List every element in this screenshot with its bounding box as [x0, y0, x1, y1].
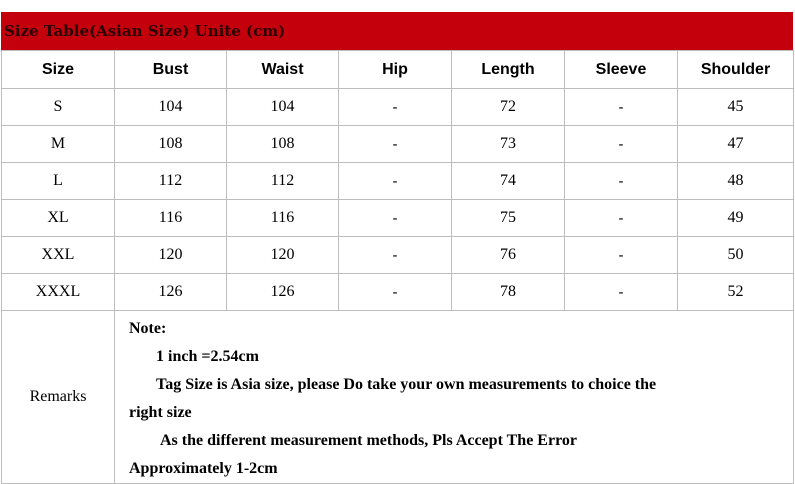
- cell-sleeve: -: [565, 126, 678, 163]
- header-row: [2, 51, 794, 89]
- cell-length: 74: [452, 163, 565, 200]
- cell-size: M: [2, 126, 115, 163]
- cell-hip: -: [339, 89, 452, 126]
- column-header-bust: Bust: [115, 51, 227, 89]
- remarks-row: [2, 311, 794, 484]
- column-header-length: Length: [452, 51, 565, 89]
- cell-shoulder: 49: [678, 200, 794, 237]
- cell-sleeve: -: [565, 200, 678, 237]
- column-header-waist: Waist: [227, 51, 339, 89]
- note-tag-size: Tag Size is Asia size, please Do take your own measurements to choice the: [156, 376, 657, 393]
- cell-hip: -: [339, 126, 452, 163]
- cell-length: 75: [452, 200, 565, 237]
- table-row: [2, 200, 794, 237]
- cell-shoulder: 52: [678, 274, 794, 311]
- cell-waist: 116: [227, 200, 339, 237]
- cell-waist: 108: [227, 126, 339, 163]
- column-header-hip: Hip: [339, 51, 452, 89]
- cell-waist: 120: [227, 237, 339, 274]
- cell-shoulder: 47: [678, 126, 794, 163]
- cell-hip: -: [339, 237, 452, 274]
- cell-waist: 112: [227, 163, 339, 200]
- cell-bust: 112: [115, 163, 227, 200]
- cell-length: 78: [452, 274, 565, 311]
- note-measurement-methods: As the different measurement methods, Pls Accept The Error: [160, 432, 577, 449]
- table-row: [2, 89, 794, 126]
- cell-sleeve: -: [565, 163, 678, 200]
- cell-length: 76: [452, 237, 565, 274]
- cell-bust: 126: [115, 274, 227, 311]
- cell-hip: -: [339, 163, 452, 200]
- cell-waist: 126: [227, 274, 339, 311]
- column-header-sleeve: Sleeve: [565, 51, 678, 89]
- cell-waist: 104: [227, 89, 339, 126]
- table-row: [2, 237, 794, 274]
- column-header-size: Size: [2, 51, 115, 89]
- cell-shoulder: 45: [678, 89, 794, 126]
- note-inch-conversion: 1 inch =2.54cm: [156, 348, 259, 365]
- column-header-shoulder: Shoulder: [678, 51, 794, 89]
- note-measurement-error: Approximately 1-2cm: [129, 460, 278, 477]
- note-heading: Note:: [129, 320, 167, 337]
- cell-sleeve: -: [565, 237, 678, 274]
- cell-length: 72: [452, 89, 565, 126]
- cell-sleeve: -: [565, 274, 678, 311]
- cell-bust: 104: [115, 89, 227, 126]
- table-row: [2, 163, 794, 200]
- cell-size: S: [2, 89, 115, 126]
- cell-size: XL: [2, 200, 115, 237]
- table-row: [2, 126, 794, 163]
- size-table: [1, 50, 794, 484]
- cell-hip: -: [339, 200, 452, 237]
- cell-shoulder: 48: [678, 163, 794, 200]
- cell-shoulder: 50: [678, 237, 794, 274]
- cell-hip: -: [339, 274, 452, 311]
- note-tag-size-continued: right size: [129, 404, 192, 421]
- cell-length: 73: [452, 126, 565, 163]
- table-title: Size Table(Asian Size) Unite (cm): [1, 12, 793, 50]
- cell-size: XXL: [2, 237, 115, 274]
- remarks-label: Remarks: [2, 311, 115, 484]
- cell-bust: 108: [115, 126, 227, 163]
- cell-bust: 120: [115, 237, 227, 274]
- cell-sleeve: -: [565, 89, 678, 126]
- cell-size: L: [2, 163, 115, 200]
- remarks-notes: [115, 311, 794, 484]
- cell-size: XXXL: [2, 274, 115, 311]
- cell-bust: 116: [115, 200, 227, 237]
- table-row: [2, 274, 794, 311]
